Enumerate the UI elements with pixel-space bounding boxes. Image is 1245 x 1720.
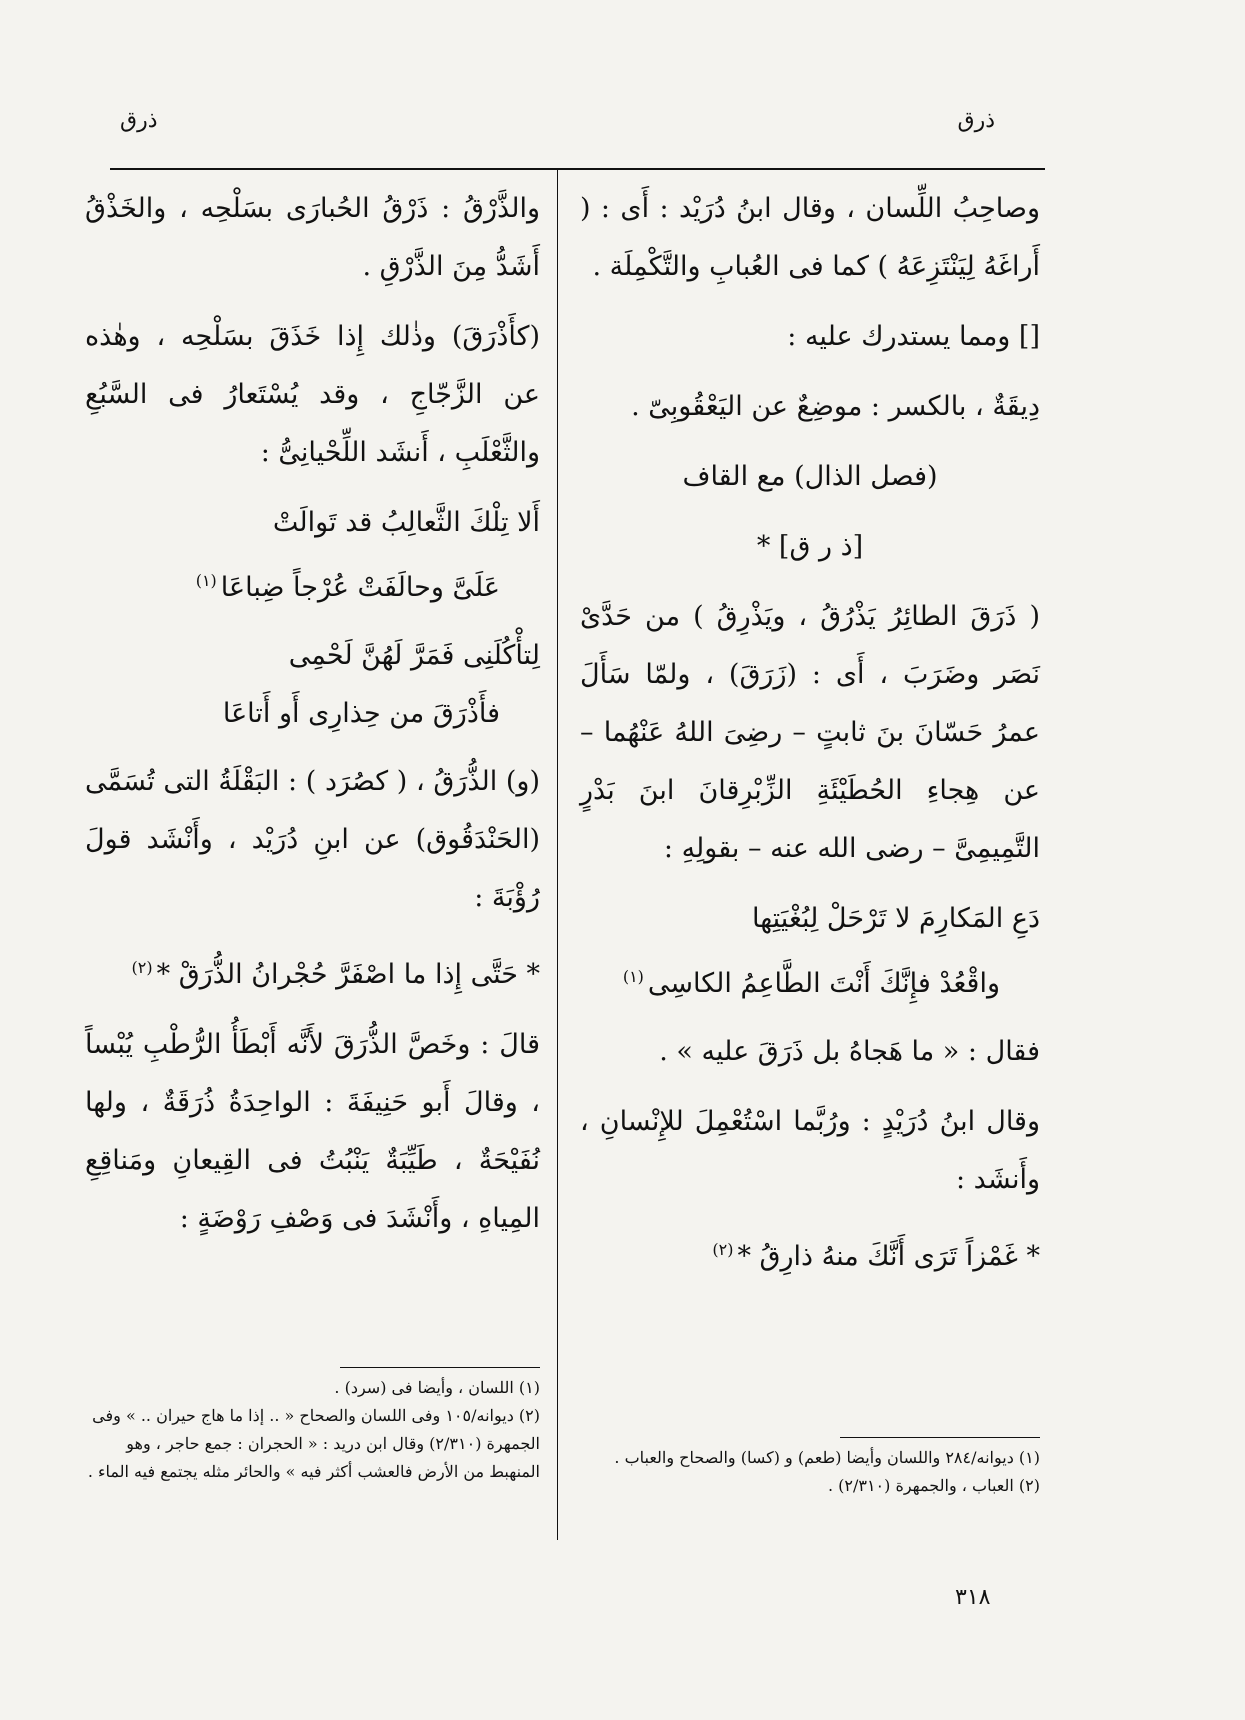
page-number: ٣١٨	[955, 1585, 991, 1610]
verse	[85, 494, 540, 617]
footnote: (٢) العباب ، والجمهرة (٢/٣١٠) .	[827, 1476, 1040, 1495]
footnote: (٢) ديوانه/١٠٥ وفى اللسان والصحاح « .. إذا ما هاج حيران .. » وفى الجمهرة (٢/٣١٠) وقال ابن دريد : « الحجران : جمع حاجر ، وهو المنهبط من الأرض فالعشب أكثر فيه » والحائر مثله يجتمع فيه الماء .	[87, 1406, 540, 1481]
verse-hemistich: لِتأْكُلَنِى فَمَرَّ لَهُنَّ لَحْمِى	[288, 640, 540, 671]
verse	[85, 627, 540, 743]
footnotes-right	[580, 1425, 1040, 1500]
header-rule	[110, 168, 1045, 170]
footnote: (١) ديوانه/٢٨٤ واللسان وأيضا (طعم) و (كسا) والصحاح والعباب .	[614, 1448, 1040, 1467]
verse-text: * غَمْزاً تَرَى أَنَّكَ منهُ ذارِقُ *	[737, 1241, 1040, 1272]
verse-line	[85, 939, 540, 1004]
footnote-rule	[340, 1367, 540, 1368]
paragraph: دِيقَةٌ ، بالكسر : موضِعٌ عن اليَعْقُوبِىّ .	[631, 391, 1040, 422]
paragraph: فقال : « ما هَجاهُ بل ذَرَقَ عليه » .	[659, 1036, 1040, 1067]
footnotes-left	[85, 1355, 540, 1486]
paragraph: وصاحِبُ اللِّسان ، وقال ابنُ دُرَيْد : أَى : ( أَراغَهُ لِيَنْتَزِعَهُ ) كما فى العُبابِ والتَّكْمِلَة .	[580, 193, 1040, 282]
verse-hemistich-text: عَلَىَّ وحالَفَتْ عُرْجاً ضِباعَا	[220, 572, 500, 603]
paragraph: [] ومما يستدرك عليه :	[787, 321, 1040, 352]
verse-text: * حَتَّى إِذا ما اصْفَرَّ حُجْرانُ الذُّرَقْ *	[156, 959, 540, 990]
entry-heading: [ذ ر ق] *	[756, 531, 864, 562]
running-head-left: ذرق	[120, 108, 158, 133]
paragraph: (و) الذُّرَقُ ، ( كصُرَد ) : البَقْلَةُ التى تُسَمَّى (الحَنْدَقُوق) عن ابنِ دُرَيْد ، وأَنْشَد قولَ رُؤْبَةَ :	[85, 766, 540, 913]
verse-line	[580, 1221, 1040, 1286]
footnote: (١) اللسان ، وأيضا فى (سرد) .	[334, 1378, 540, 1397]
paragraph: قالَ : وخَصَّ الذُّرَقَ لأَنَّه أَبْطَأُ الرُّطْبِ يُبْساً ، وقالَ أَبو حَنِيفَةَ : الواحِدَةُ ذُرَقَةٌ ، ولها نُفَيْحَةٌ ، طَيِّبَةٌ يَنْبُتُ فى القِيعانِ ومَناقِعِ المِياهِ ، وأَنْشَدَ فى وَصْفِ رَوْضَةٍ :	[85, 1029, 540, 1234]
right-column	[580, 180, 1040, 1298]
verse	[580, 890, 1040, 1013]
left-column	[85, 180, 540, 1260]
verse-hemistich: دَعِ المَكارِمَ لا تَرْحَلْ لِبُغْيَتِها	[751, 903, 1040, 934]
verse-hemistich	[580, 948, 1040, 1013]
paragraph: ( ذَرَقَ الطائِرُ يَذْرُقُ ، ويَذْرِقُ ) من حَدَّىْ نَصَر وضَرَبَ ، أَى : (زَرَقَ) ، ولمّا سَأَلَ عمرُ حَسّانَ بنَ ثابتٍ – رضِىَ اللهُ عَنْهُما – عن هِجاءِ الحُطَيْئَةِ الزِّبْرِقانَ ابنَ بَدْرٍ التَّمِيمِىَّ – رضى الله عنه – بقولِهِ :	[580, 601, 1040, 864]
footnote-rule	[840, 1437, 1040, 1438]
verse-hemistich-text: واقْعُدْ فإِنَّكَ أَنْتَ الطَّاعِمُ الكاسِى	[647, 968, 1000, 999]
footnote-marker: (٢)	[131, 958, 153, 977]
verse-hemistich: فأَذْرَقَ من حِذارِى أَو أَتاعَا	[222, 698, 500, 729]
footnote-marker: (٢)	[712, 1240, 734, 1259]
verse-hemistich: أَلا تِلْكَ الثَّعالِبُ قد تَوالَتْ	[272, 507, 540, 538]
column-divider	[557, 168, 558, 1540]
verse-hemistich	[85, 552, 540, 617]
footnote-marker: (١)	[622, 967, 644, 986]
running-head-right: ذرق	[957, 108, 995, 133]
paragraph: (كأَذْرَقَ) وذٰلك إِذا خَذَقَ بسَلْحِه ، وهٰذه عن الزَّجّاجِ ، وقد يُسْتَعارُ فى السَّبُعِ والثَّعْلَبِ ، أَنشَد اللِّحْيانِىُّ :	[85, 321, 540, 468]
section-heading: (فصل الذال) مع القاف	[682, 461, 938, 492]
footnote-marker: (١)	[195, 571, 217, 590]
paragraph: وقال ابنُ دُرَيْدٍ : ورُبَّما اسْتُعْمِلَ للإِنْسانِ ، وأَنشَد :	[580, 1106, 1040, 1195]
paragraph: والذَّرْقُ : ذَرْقُ الحُبارَى بسَلْحِه ، والخَذْقُ أَشَدُّ مِنَ الذَّرْقِ .	[85, 193, 540, 282]
